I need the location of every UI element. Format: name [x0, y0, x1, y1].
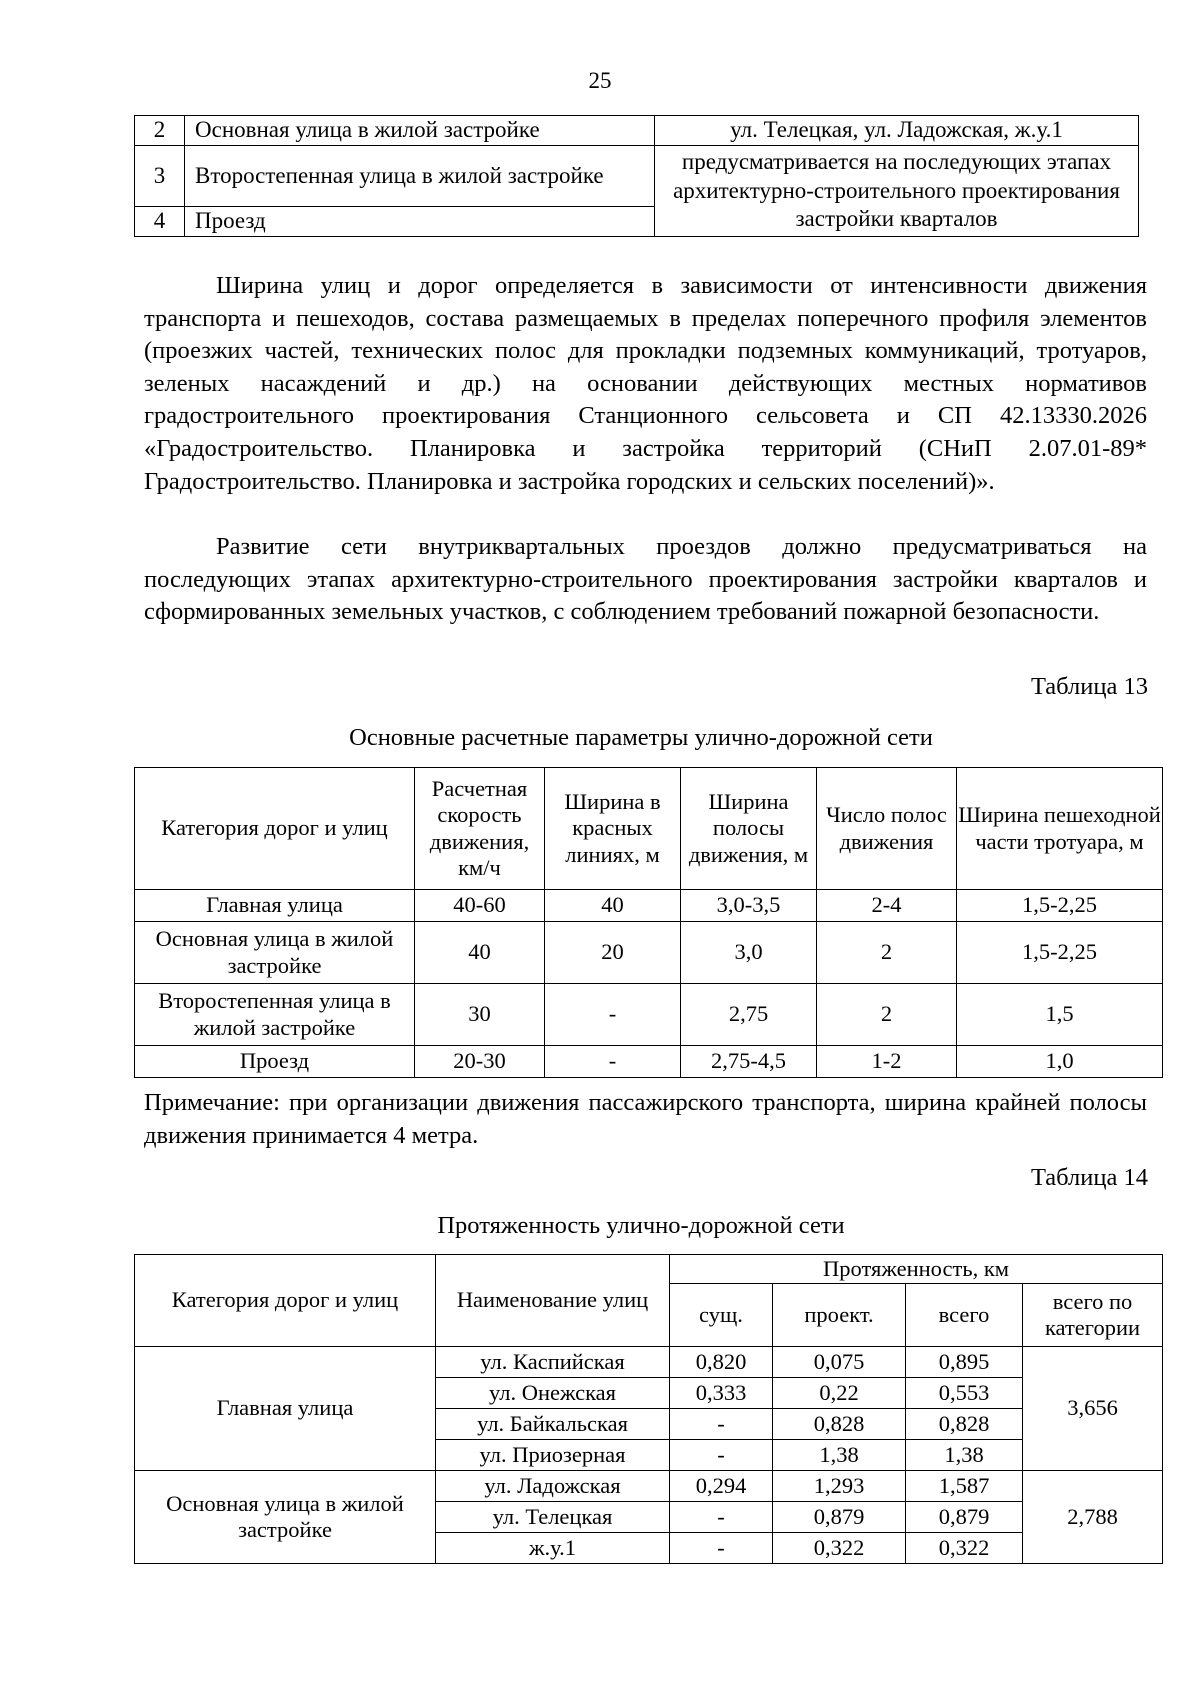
table-row [135, 890, 1163, 922]
cell: 0,553 [906, 1378, 1023, 1409]
cell: 0,879 [906, 1502, 1023, 1533]
page-number: 25 [588, 68, 612, 93]
table-row [135, 984, 1163, 1046]
cell: 2-4 [817, 890, 957, 922]
header-total-by-category: всего по категории [1023, 1284, 1163, 1347]
cell: 20 [545, 922, 681, 984]
cell: 2,75-4,5 [681, 1046, 817, 1078]
cell: 0,075 [773, 1347, 906, 1378]
row-number: 3 [135, 146, 185, 207]
header-lane-width: Ширина полосы движения, м [681, 768, 817, 890]
table-header-row [135, 1255, 1163, 1284]
cell: ул. Ладожская [436, 1471, 670, 1502]
header-category: Категория дорог и улиц [135, 768, 415, 890]
road-parameters-table [134, 767, 1163, 1078]
streets-category-table [134, 115, 1139, 237]
cell: 1,38 [906, 1440, 1023, 1471]
cell: 30 [415, 984, 545, 1046]
cell: ж.у.1 [436, 1533, 670, 1564]
paragraph-street-width: Ширина улиц и дорог определяется в зависимости от интенсивности движения транспорта и пешеходов, состава размещаемых в пределах поперечного профиля элементов (проезжих частей, технических полос для прокладки подземных коммуникаций, тротуаров, зеленых насаждений и др.) на основании действующих местных нормативов градостроительного проектирования Станционного сельсовета и СП 42.13330.2026 «Градостроительство. Планировка и застройка территорий (СНиП 2.07.01-89* Градостроительство. Планировка и застройка городских и сельских поселений)». [144, 272, 1147, 495]
row-number: 2 [135, 116, 185, 146]
header-lane-count: Число полос движения [817, 768, 957, 890]
street-names: ул. Телецкая, ул. Ладожская, ж.у.1 [655, 116, 1139, 146]
cell: - [670, 1409, 773, 1440]
cell: 1-2 [817, 1046, 957, 1078]
cell: 0,895 [906, 1347, 1023, 1378]
table-header-row [135, 768, 1163, 890]
header-project: проект. [773, 1284, 906, 1347]
street-names-merged: предусматривается на последующих этапах архитектурно-строительного проектирования застройки кварталов [655, 146, 1139, 237]
cell: 0,828 [773, 1409, 906, 1440]
table13-caption: Основные расчетные параметры улично-дорожной сети [349, 724, 933, 751]
header-existing: сущ. [670, 1284, 773, 1347]
cell: 1,0 [957, 1046, 1163, 1078]
cell: - [670, 1533, 773, 1564]
cell: 1,587 [906, 1471, 1023, 1502]
category-total-cell: 2,788 [1023, 1471, 1163, 1564]
cell: 0,294 [670, 1471, 773, 1502]
cell: 40 [415, 922, 545, 984]
cell: 0,322 [906, 1533, 1023, 1564]
table-row [135, 922, 1163, 984]
category-total-cell: 3,656 [1023, 1347, 1163, 1471]
cell: 2 [817, 984, 957, 1046]
cell: 0,820 [670, 1347, 773, 1378]
cell: - [670, 1502, 773, 1533]
category-cell: Главная улица [135, 1347, 436, 1471]
cell: 1,5-2,25 [957, 922, 1163, 984]
street-category: Основная улица в жилой застройке [185, 116, 655, 146]
table-row [135, 1046, 1163, 1078]
header-street-name: Наименование улиц [436, 1255, 670, 1347]
table-row [135, 1471, 1163, 1502]
cell: Второстепенная улица в жилой застройке [135, 984, 415, 1046]
category-cell: Основная улица в жилой застройке [135, 1471, 436, 1564]
cell: - [545, 984, 681, 1046]
street-category: Второстепенная улица в жилой застройке [185, 146, 655, 207]
header-total: всего [906, 1284, 1023, 1347]
cell: 0,828 [906, 1409, 1023, 1440]
cell: 40 [545, 890, 681, 922]
cell: - [670, 1440, 773, 1471]
table13-note: Примечание: при организации движения пассажирского транспорта, ширина крайней полосы движения принимается 4 метра. [144, 1089, 1147, 1149]
cell: ул. Приозерная [436, 1440, 670, 1471]
cell: 40-60 [415, 890, 545, 922]
street-category: Проезд [185, 207, 655, 237]
table13-label: Таблица 13 [1030, 673, 1148, 700]
cell: ул. Байкальская [436, 1409, 670, 1440]
cell: Проезд [135, 1046, 415, 1078]
header-category: Категория дорог и улиц [135, 1255, 436, 1347]
table-row [135, 146, 1139, 207]
table14-label: Таблица 14 [1030, 1164, 1148, 1191]
cell: - [545, 1046, 681, 1078]
cell: ул. Каспийская [436, 1347, 670, 1378]
road-length-table [134, 1254, 1163, 1564]
table-row [135, 1347, 1163, 1378]
cell: 3,0-3,5 [681, 890, 817, 922]
cell: 1,293 [773, 1471, 906, 1502]
cell: 1,5 [957, 984, 1163, 1046]
table14-caption: Протяженность улично-дорожной сети [437, 1212, 845, 1239]
header-length-group: Протяженность, км [670, 1255, 1163, 1284]
cell: ул. Телецкая [436, 1502, 670, 1533]
table-row [135, 116, 1139, 146]
cell: 2 [817, 922, 957, 984]
cell: 0,322 [773, 1533, 906, 1564]
header-sidewalk-width: Ширина пешеходной части тротуара, м [957, 768, 1163, 890]
cell: 0,22 [773, 1378, 906, 1409]
cell: 0,879 [773, 1502, 906, 1533]
cell: 0,333 [670, 1378, 773, 1409]
cell: 2,75 [681, 984, 817, 1046]
cell: 1,38 [773, 1440, 906, 1471]
cell: 1,5-2,25 [957, 890, 1163, 922]
cell: Основная улица в жилой застройке [135, 922, 415, 984]
header-red-lines-width: Ширина в красных линиях, м [545, 768, 681, 890]
cell: Главная улица [135, 890, 415, 922]
cell: 20-30 [415, 1046, 545, 1078]
cell: ул. Онежская [436, 1378, 670, 1409]
header-speed: Расчетная скорость движения, км/ч [415, 768, 545, 890]
row-number: 4 [135, 207, 185, 237]
paragraph-driveways: Развитие сети внутриквартальных проездов должно предусматриваться на последующих этапах архитектурно-строительного проектирования застройки кварталов и сформированных земельных участков, с соблюдением требований пожарной безопасности. [144, 533, 1147, 626]
cell: 3,0 [681, 922, 817, 984]
